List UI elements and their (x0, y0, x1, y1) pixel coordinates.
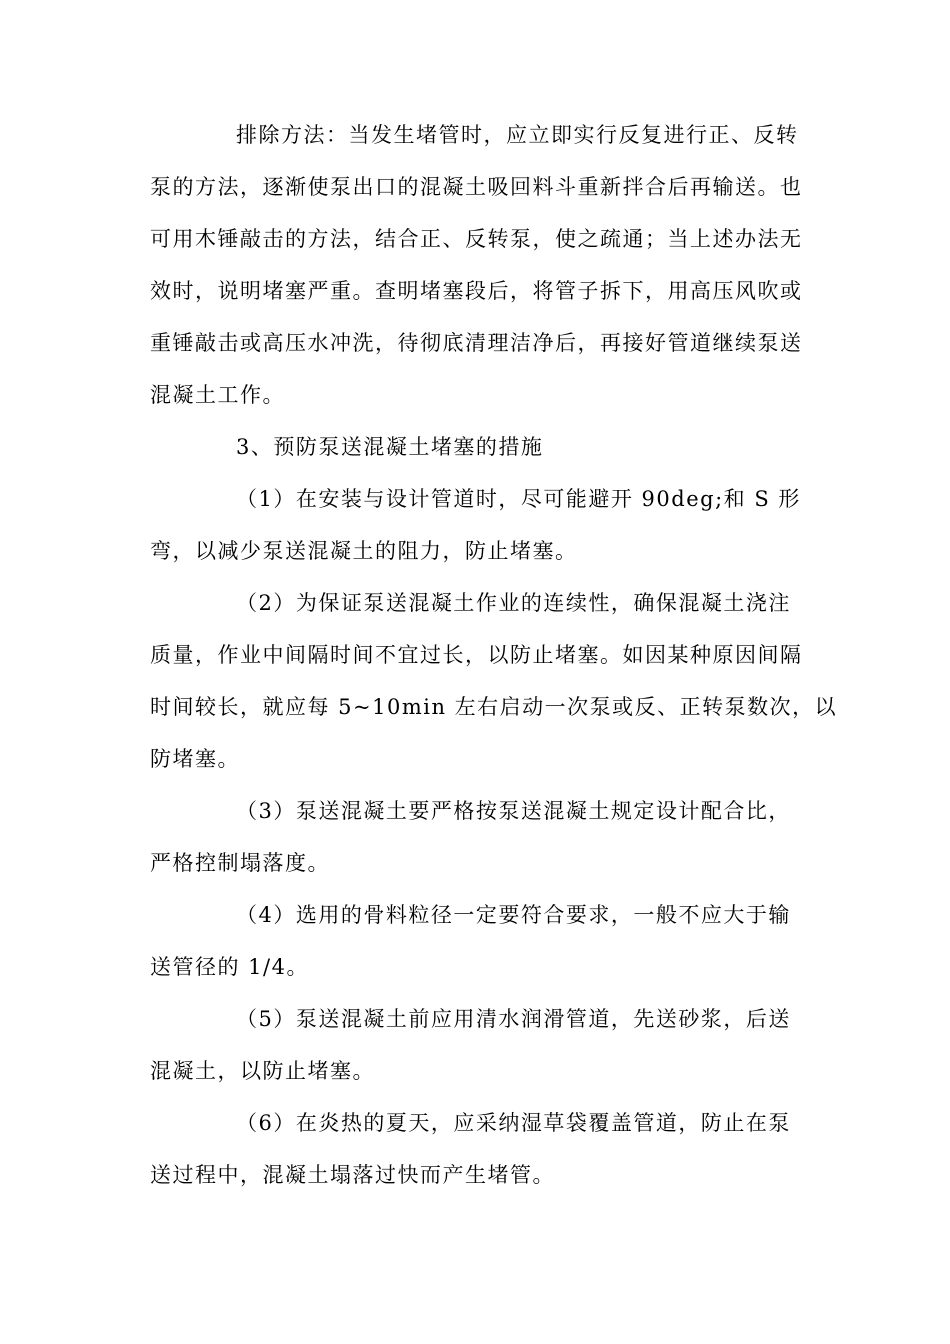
text-line: 时间较长，就应每 5~10min 左右启动一次泵或反、正转泵数次，以 (150, 695, 838, 719)
text-line: （3）泵送混凝土要严格按泵送混凝土规定设计配合比， (236, 799, 791, 823)
text-line: 排除方法：当发生堵管时，应立即实行反复进行正、反转 (236, 123, 799, 147)
text-line: （4）选用的骨料粒径一定要符合要求，一般不应大于输 (236, 903, 791, 927)
text-line: 送管径的 1/4。 (150, 955, 309, 979)
text-line: 严格控制塌落度。 (150, 851, 330, 875)
text-line: （5）泵送混凝土前应用清水润滑管道，先送砂浆，后送 (236, 1007, 791, 1031)
text-line: 混凝土工作。 (150, 383, 285, 407)
text-line: （1）在安装与设计管道时，尽可能避开 90deg;和 S 形 (236, 487, 801, 511)
text-line: 泵的方法，逐渐使泵出口的混凝土吸回料斗重新拌合后再输送。也 (150, 175, 803, 199)
text-line: 质量，作业中间隔时间不宜过长，以防止堵塞。如因某种原因间隔 (150, 643, 803, 667)
text-line: （6）在炎热的夏天，应采纳湿草袋覆盖管道，防止在泵 (236, 1111, 791, 1135)
text-line: （2）为保证泵送混凝土作业的连续性，确保混凝土浇注 (236, 591, 791, 615)
text-line: 效时，说明堵塞严重。查明堵塞段后，将管子拆下，用高压风吹或 (150, 279, 803, 303)
text-line: 混凝土，以防止堵塞。 (150, 1059, 375, 1083)
text-line: 送过程中，混凝土塌落过快而产生堵管。 (150, 1163, 555, 1187)
text-line: 可用木锤敲击的方法，结合正、反转泵，使之疏通；当上述办法无 (150, 227, 803, 251)
text-line: 重锤敲击或高压水冲洗，待彻底清理洁净后，再接好管道继续泵送 (150, 331, 803, 355)
section-heading: 3、预防泵送混凝土堵塞的措施 (236, 435, 544, 459)
text-line: 防堵塞。 (150, 747, 240, 771)
text-line: 弯，以减少泵送混凝土的阻力，防止堵塞。 (150, 539, 578, 563)
